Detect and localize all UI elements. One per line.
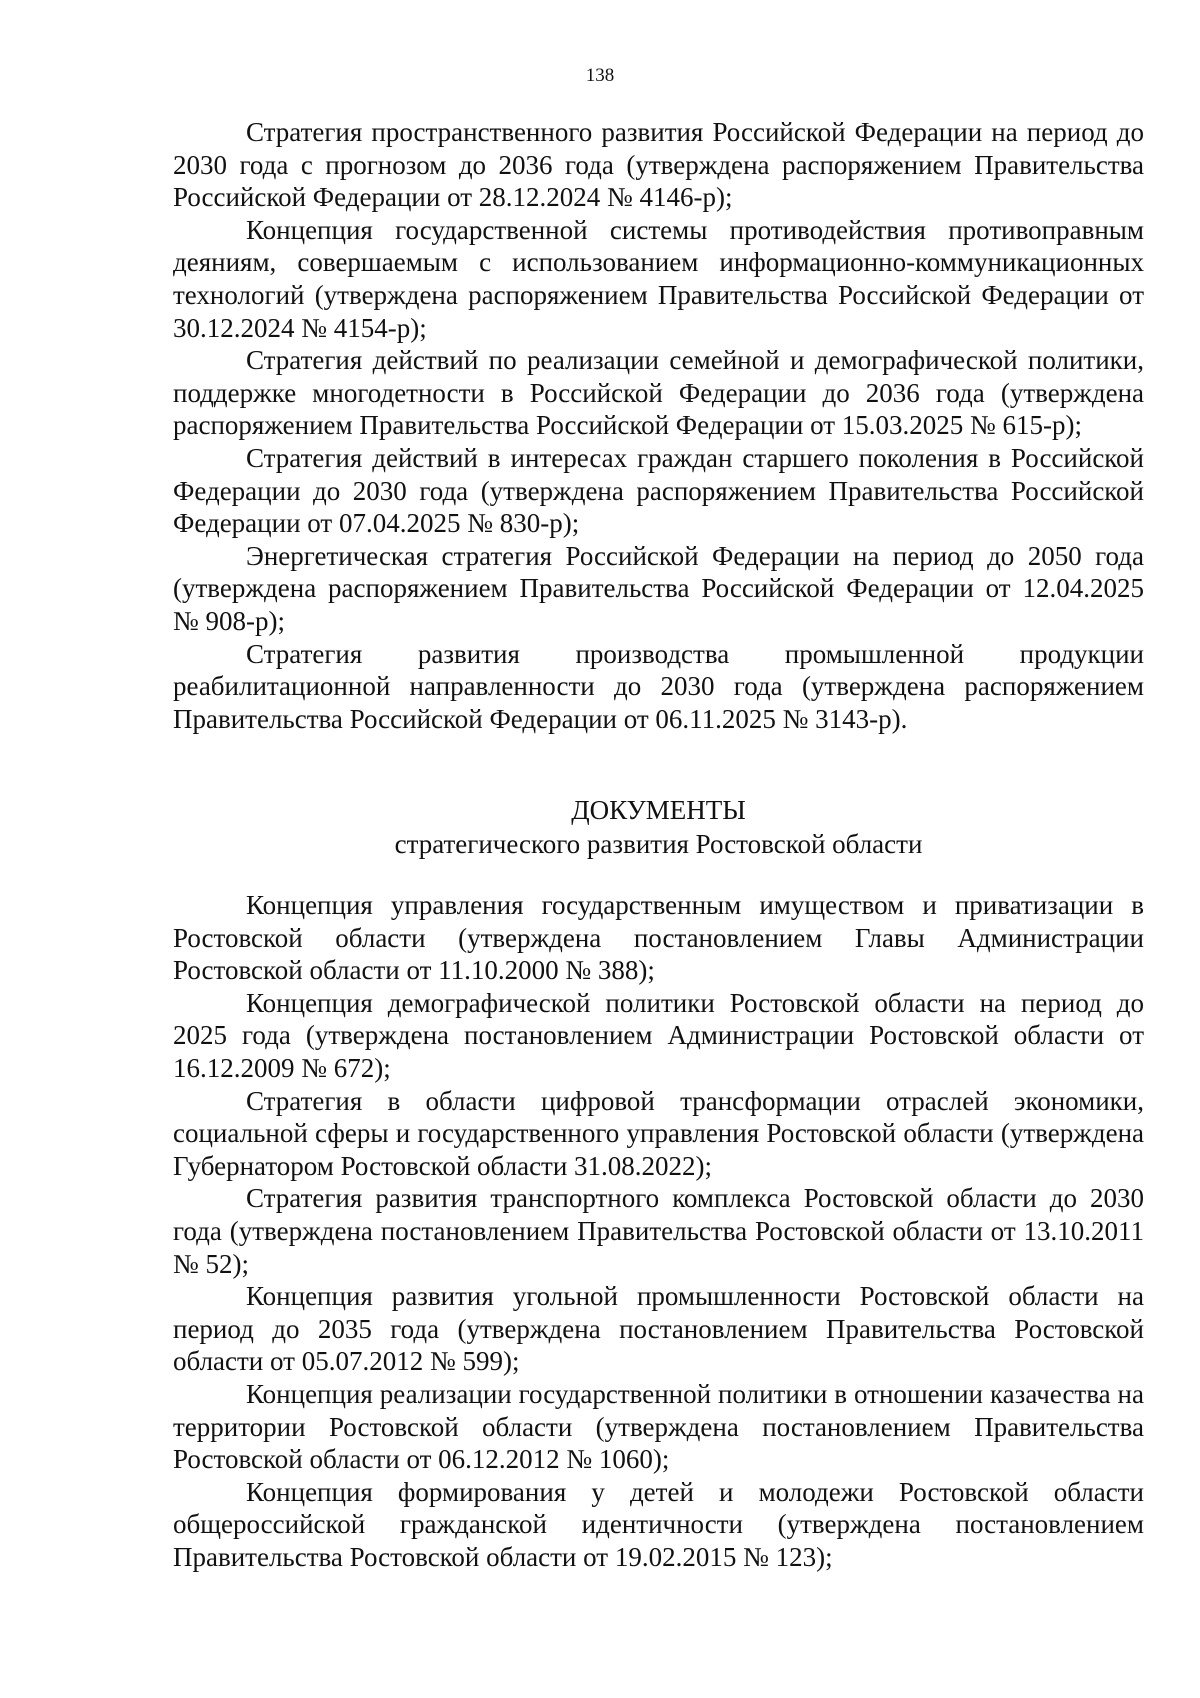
list-item: Стратегия развития транспортного комплекса Ростовской области до 2030 года (утверждена постановлением Правительства Ростовской области от 13.10.2011 № 52); bbox=[173, 1183, 1144, 1279]
list-item: Концепция демографической политики Ростовской области на период до 2025 года (утверждена постановлением Администрации Ростовской области от 16.12.2009 № 672); bbox=[173, 987, 1144, 1083]
federal-documents-list bbox=[173, 116, 1144, 735]
list-item: Энергетическая стратегия Российской Федерации на период до 2050 года (утверждена распоряжением Правительства Российской Федерации от 12.04.2025 № 908-р); bbox=[173, 540, 1144, 636]
list-item: Концепция государственной системы противодействия противоправным деяниям, совершаемым с использованием информационно-коммуникационных технологий (утверждена распоряжением Правительства Российской Федерации от 30.12.2024 № 4154-р); bbox=[173, 214, 1144, 343]
list-item: Концепция управления государственным имуществом и приватизации в Ростовской области (утверждена постановлением Главы Администрации Ростовской области от 11.10.2000 № 388); bbox=[173, 890, 1144, 986]
list-item: Концепция реализации государственной политики в отношении казачества на территории Ростовской области (утверждена постановлением Правительства Ростовской области от 06.12.2012 № 1060); bbox=[173, 1378, 1144, 1475]
list-item: Стратегия развития производства промышленной продукции реабилитационной направленности до 2030 года (утверждена распоряжением Правительства Российской Федерации от 06.11.2025 № 3143-р). bbox=[173, 638, 1144, 734]
section-heading bbox=[173, 793, 1144, 861]
list-item: Концепция развития угольной промышленности Ростовской области на период до 2035 года (утверждена постановлением Правительства Ростовской области от 05.07.2012 № 599); bbox=[173, 1281, 1144, 1377]
list-item: Стратегия действий в интересах граждан старшего поколения в Российской Федерации до 2030 года (утверждена распоряжением Правительства Российской Федерации от 07.04.2025 № 830-р); bbox=[173, 442, 1144, 539]
list-item: Стратегия в области цифровой трансформации отраслей экономики, социальной сферы и государственного управления Ростовской области (утверждена Губернатором Ростовской области 31.08.2022); bbox=[173, 1085, 1144, 1181]
page-number: 138 bbox=[585, 65, 615, 86]
list-item: Концепция формирования у детей и молодежи Ростовской области общероссийской гражданской идентичности (утверждена постановлением Правительства Ростовской области от 19.02.2015 № 123); bbox=[173, 1476, 1144, 1572]
list-item: Стратегия действий по реализации семейной и демографической политики, поддержке многодетности в Российской Федерации до 2036 года (утверждена распоряжением Правительства Российской Федерации от 15.03.2025 № 615-р); bbox=[173, 345, 1144, 441]
section-subtitle: стратегического развития Ростовской области bbox=[394, 829, 923, 859]
list-item: Стратегия пространственного развития Российской Федерации на период до 2030 года с прогнозом до 2036 года (утверждена распоряжением Правительства Российской Федерации от 28.12.2024 № 4146-р); bbox=[173, 117, 1144, 213]
section-title: ДОКУМЕНТЫ bbox=[571, 795, 746, 825]
regional-documents-list bbox=[173, 889, 1144, 1573]
